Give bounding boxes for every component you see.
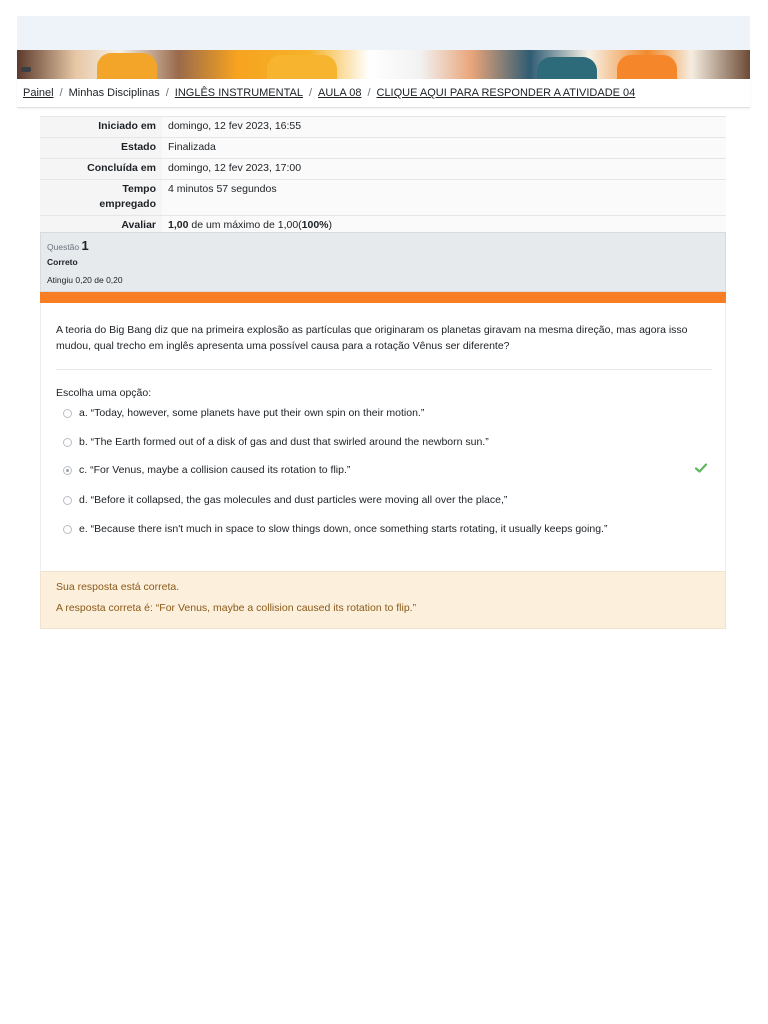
question-grade: Atingiu 0,20 de 0,20 [47, 275, 123, 285]
answer-option-label: c. “For Venus, maybe a collision caused its rotation to flip.” [79, 464, 351, 476]
question-formulation [40, 303, 726, 571]
summary-label: Concluída em [40, 159, 162, 180]
course-banner-image [17, 50, 750, 79]
breadcrumb-activity[interactable]: CLIQUE AQUI PARA RESPONDER A ATIVIDADE 04 [376, 87, 636, 99]
question-number [47, 238, 89, 253]
breadcrumb-course[interactable]: INGLÊS INSTRUMENTAL [174, 87, 303, 99]
grade-close: ) [328, 219, 333, 231]
summary-row [40, 117, 726, 138]
summary-row [40, 180, 726, 216]
grade-value: 1,00 [168, 219, 189, 231]
answer-option-e[interactable] [63, 523, 607, 535]
radio-button[interactable] [63, 525, 72, 534]
radio-button-selected[interactable] [63, 466, 72, 475]
breadcrumb-minhas-disciplinas: Minhas Disciplinas [68, 87, 160, 99]
divider [56, 369, 712, 370]
summary-label-line: Tempo [122, 183, 156, 195]
breadcrumb-painel[interactable]: Painel [23, 87, 54, 99]
answer-option-a[interactable] [63, 407, 424, 419]
feedback-box [40, 571, 726, 629]
answer-option-label: b. “The Earth formed out of a disk of gas and dust that swirled around the newborn sun.” [79, 436, 489, 448]
answer-option-label: d. “Before it collapsed, the gas molecules and dust particles were moving all over the place,” [79, 494, 508, 506]
breadcrumb-separator: / [367, 87, 371, 99]
question-accent-bar [40, 292, 726, 303]
question-prefix: Questão [47, 242, 80, 252]
summary-label-line: empregado [99, 198, 156, 210]
summary-row [40, 159, 726, 180]
question-info [40, 232, 726, 292]
answer-option-label: a. “Today, however, some planets have put their own spin on their motion.” [79, 407, 425, 419]
question-text: A teoria do Big Bang diz que na primeira explosão as partículas que originaram os planetas giravam na mesma direção, mas agora isso mudou, qual trecho em inglês apresenta uma possível causa para a rotação Vênus ser diferente? [56, 324, 688, 352]
top-strip [17, 16, 750, 50]
summary-value: Finalizada [162, 138, 726, 159]
breadcrumb-lesson[interactable]: AULA 08 [318, 87, 362, 99]
answer-option-d[interactable] [63, 494, 507, 506]
feedback-right-answer: A resposta correta é: “For Venus, maybe a collision caused its rotation to flip.” [56, 602, 417, 614]
summary-label: Iniciado em [40, 117, 162, 138]
breadcrumb [17, 79, 750, 108]
check-icon [695, 463, 707, 473]
radio-button[interactable] [63, 496, 72, 505]
attempt-summary-table [40, 116, 726, 237]
answer-option-label: e. “Because there isn't much in space to slow things down, once something starts rotating, it usually keeps going.” [79, 523, 608, 535]
summary-label: Estado [40, 138, 162, 159]
answer-prompt: Escolha uma opção: [56, 387, 152, 399]
breadcrumb-separator: / [59, 87, 63, 99]
summary-value: 4 minutos 57 segundos [162, 180, 726, 216]
grade-percent: 100% [301, 219, 329, 231]
answer-option-b[interactable] [63, 436, 489, 448]
summary-value: domingo, 12 fev 2023, 16:55 [162, 117, 726, 138]
radio-button[interactable] [63, 438, 72, 447]
question-number-value: 1 [81, 238, 89, 253]
summary-value: domingo, 12 fev 2023, 17:00 [162, 159, 726, 180]
feedback-correct-message: Sua resposta está correta. [56, 581, 180, 593]
question-state: Correto [47, 257, 78, 267]
answer-option-c[interactable] [63, 464, 350, 476]
summary-label [40, 180, 162, 216]
summary-row [40, 138, 726, 159]
summary-label: Avaliar [40, 216, 162, 237]
grade-text: de um máximo de 1,00( [188, 219, 302, 231]
breadcrumb-separator: / [165, 87, 169, 99]
radio-button[interactable] [63, 409, 72, 418]
breadcrumb-separator: / [308, 87, 313, 99]
banner-handle [21, 67, 31, 72]
